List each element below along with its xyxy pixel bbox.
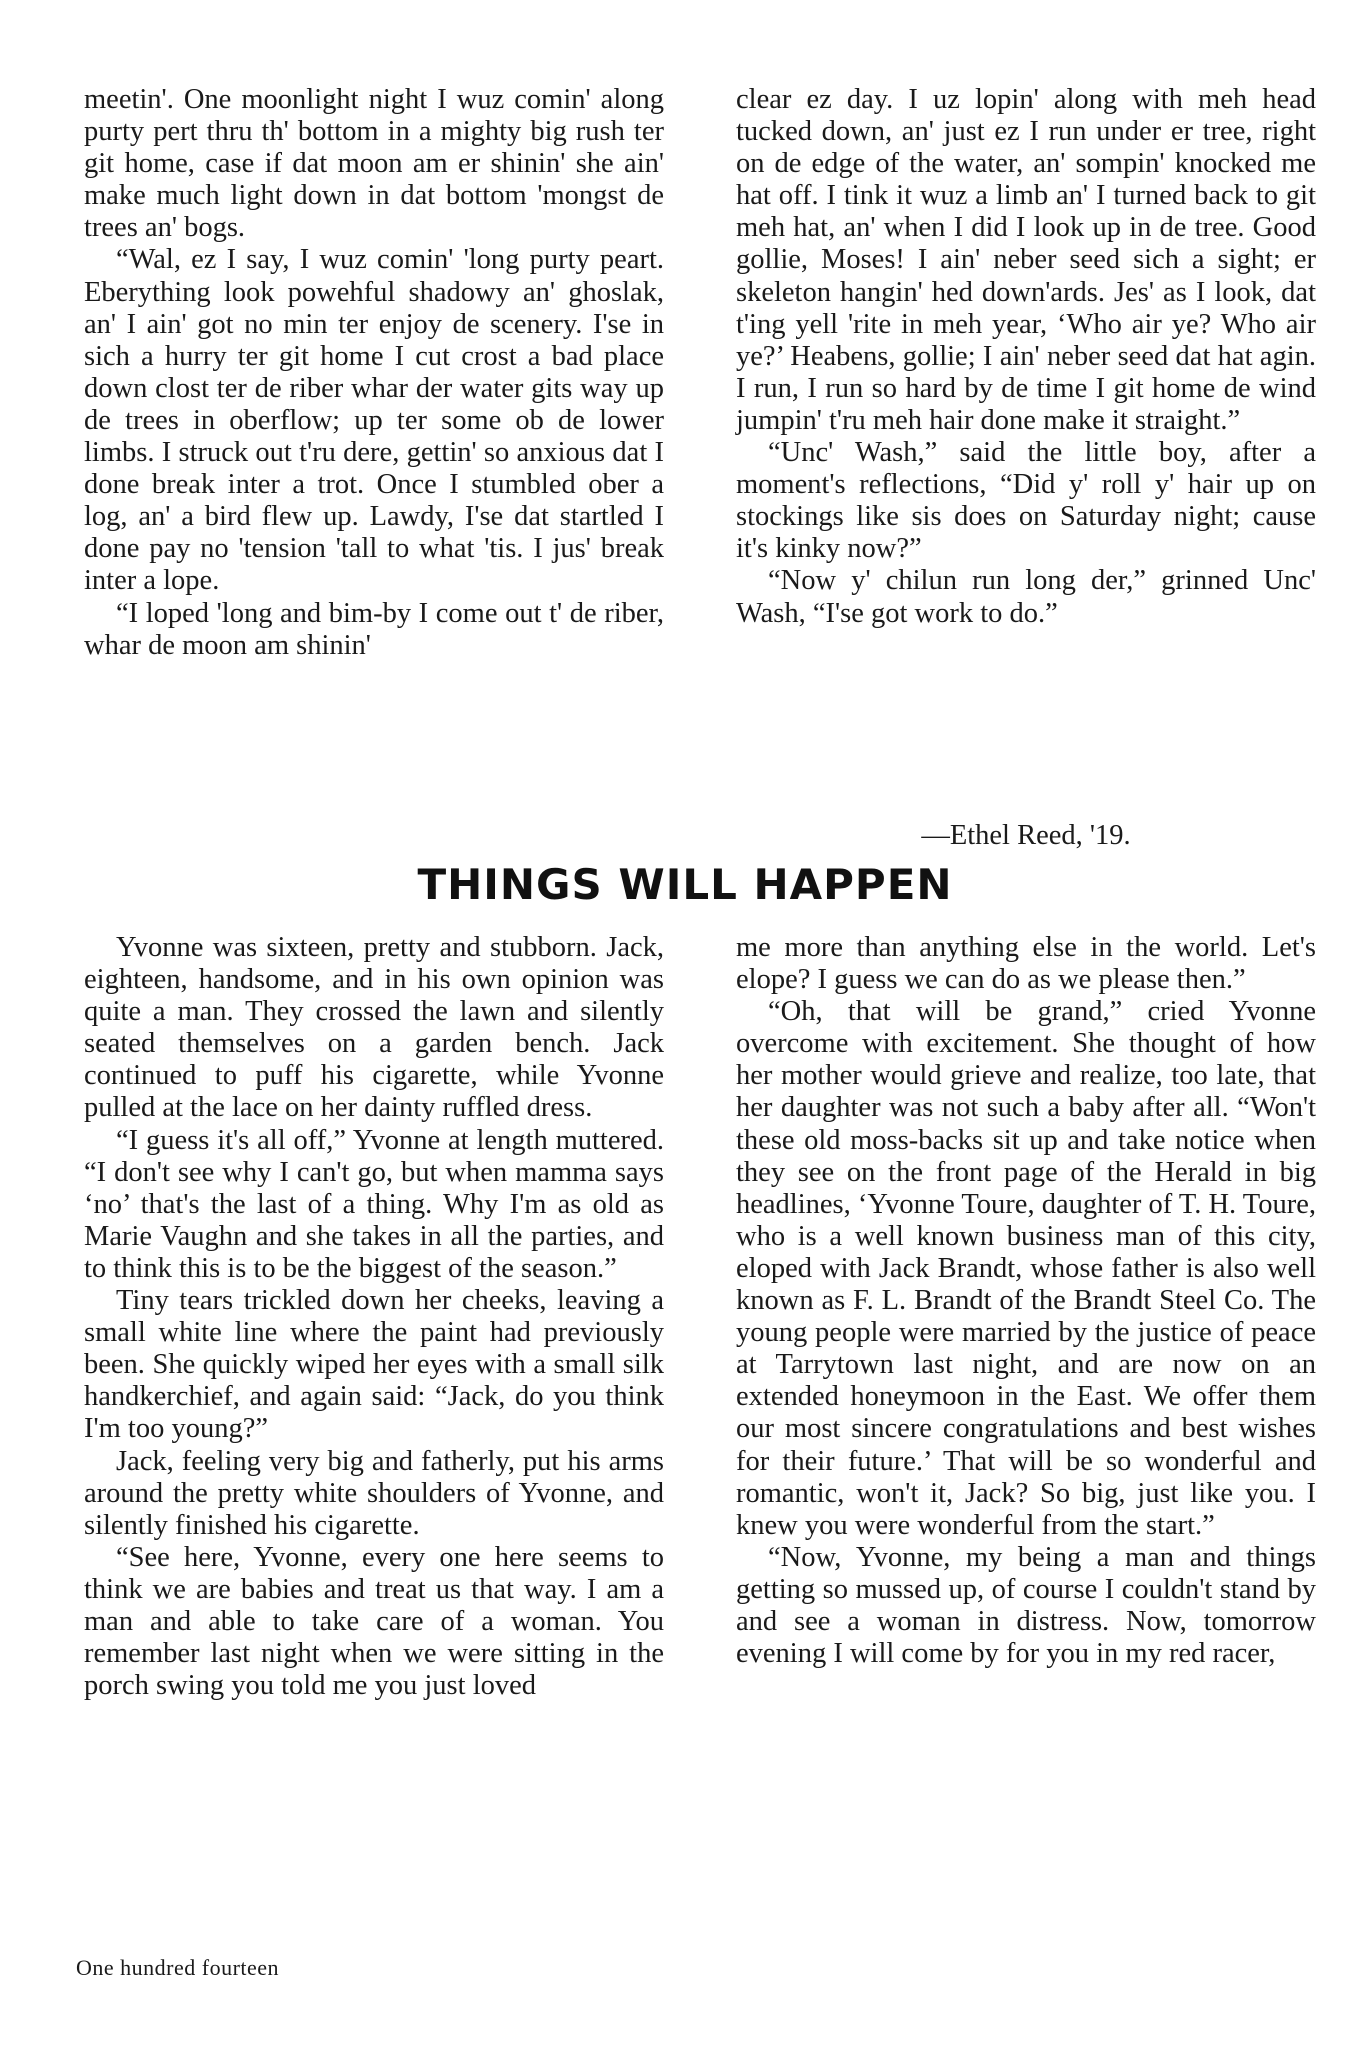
- paragraph: Jack, feeling very big and fatherly, put his arms around the pretty white shoulders of Yvonne, and silently finished his cigarette.: [84, 1445, 664, 1541]
- paragraph: “I loped 'long and bim-by I come out t' de riber, whar de moon am shinin': [84, 597, 664, 661]
- author-signature: —Ethel Reed, '19.: [921, 820, 1131, 851]
- paragraph: meetin'. One moonlight night I wuz comin' along purty pert thru th' bottom in a mighty big rush ter git home, case if dat moon am er shinin' she ain' make much light down in dat bottom 'mongst de trees an' bogs.: [84, 84, 664, 244]
- paragraph: “Now, Yvonne, my being a man and things getting so mussed up, of course I couldn't stand by and see a woman in distress. Now, tomorrow evening I will come by for you in my red racer,: [736, 1541, 1316, 1670]
- paragraph: “Wal, ez I say, I wuz comin' 'long purty peart. Eberything look powehful shadowy an' ghoslak, an' I ain' got no min ter enjoy de scenery. I'se in sich a hurry ter git home I cut crost a bad place down clost ter de riber whar der water gits way up de trees in oberflow; up ter some ob de lower limbs. I struck out t'ru dere, gettin' so anxious dat I done break inter a trot. Once I stumbled ober a log, an' a bird flew up. Lawdy, I'se dat startled I done pay no 'tension 'tall to what 'tis. I jus' break inter a lope.: [84, 244, 664, 597]
- paragraph: “Unc' Wash,” said the little boy, after a moment's reflections, “Did y' roll y' hair up on stockings like sis does on Saturday night; cause it's kinky now?”: [736, 437, 1316, 565]
- paragraph: Yvonne was sixteen, pretty and stubborn. Jack, eighteen, handsome, and in his own opinion was quite a man. They crossed the lawn and silently seated themselves on a garden bench. Jack continued to puff his cigarette, while Yvonne pulled at the lace on her dainty ruffled dress.: [84, 932, 664, 1124]
- story1-left-column: [84, 84, 664, 662]
- story2-left-column: [84, 932, 664, 1702]
- page-number: One hundred fourteen: [76, 1955, 280, 1980]
- paragraph: clear ez day. I uz lopin' along with meh head tucked down, an' just ez I run under er tree, right on de edge of the water, an' sompin' knocked me hat off. I tink it wuz a limb an' I turned back to git meh hat, an' when I did I look up in de tree. Good gollie, Moses! I ain' neber seed sich a sight; er skeleton hangin' hed down'ards. Jes' as I look, dat t'ing yell 'rite in meh year, ‘Who air ye? Who air ye?’ Heabens, gollie; I ain' neber seed dat hat agin. I run, I run so hard by de time I git home de wind jumpin' t'ru meh hair done make it straight.”: [736, 84, 1316, 436]
- story2-right-column: [736, 932, 1316, 1670]
- paragraph: “I guess it's all off,” Yvonne at length muttered. “I don't see why I can't go, but when mamma says ‘no’ that's the last of a thing. Why I'm as old as Marie Vaughn and she takes in all the parties, and to think this is to be the biggest of the season.”: [84, 1124, 664, 1284]
- paragraph: “Now y' chilun run long der,” grinned Unc' Wash, “I'se got work to do.”: [736, 565, 1316, 629]
- paragraph: me more than anything else in the world. Let's elope? I guess we can do as we please then.”: [736, 932, 1316, 996]
- story-title: THINGS WILL HAPPEN: [417, 860, 953, 909]
- paragraph: “See here, Yvonne, every one here seems to think we are babies and treat us that way. I am a man and able to take care of a woman. You remember last night when we were sitting in the porch swing you told me you just loved: [84, 1541, 664, 1702]
- paragraph: “Oh, that will be grand,” cried Yvonne overcome with excitement. She thought of how her mother would grieve and realize, too late, that her daughter was not such a baby after all. “Won't these old moss-backs sit up and take notice when they see on the front page of the Herald in big headlines, ‘Yvonne Toure, daughter of T. H. Toure, who is a well known business man of this city, eloped with Jack Brandt, whose father is also well known as F. L. Brandt of the Brandt Steel Co. The young people were married by the justice of peace at Tarrytown last night, and are now on an extended honeymoon in the East. We offer them our most sincere congratulations and best wishes for their future.’ That will be so wonderful and romantic, won't it, Jack? So big, just like you. I knew you were wonderful from the start.”: [736, 996, 1316, 1541]
- paragraph: Tiny tears trickled down her cheeks, leaving a small white line where the paint had previously been. She quickly wiped her eyes with a small silk handkerchief, and again said: “Jack, do you think I'm too young?”: [84, 1285, 664, 1445]
- story1-right-column: [736, 84, 1316, 630]
